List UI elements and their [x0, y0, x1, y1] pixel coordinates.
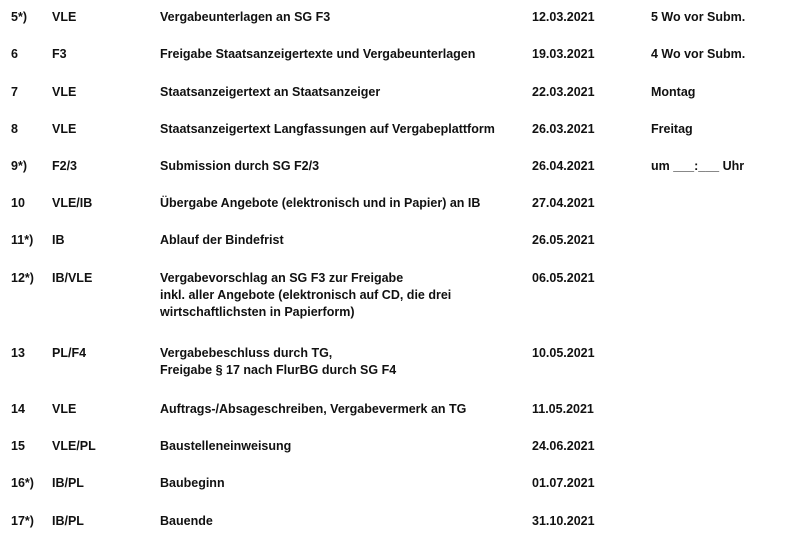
row-responsible: IB/PL [52, 476, 84, 490]
row-date: 11.05.2021 [532, 402, 594, 416]
row-task: Auftrags-/Absageschreiben, Vergabevermerk an TG [160, 402, 467, 416]
row-task: Ablauf der Bindefrist [160, 233, 284, 247]
row-number: 10 [11, 196, 25, 210]
row-date: 31.10.2021 [532, 514, 595, 528]
row-responsible: F2/3 [52, 159, 78, 173]
row-note: 4 Wo vor Subm. [651, 47, 746, 61]
row-date: 10.05.2021 [532, 346, 595, 360]
row-responsible: IB/VLE [52, 271, 93, 285]
row-number: 6 [11, 47, 18, 61]
row-number: 15 [11, 439, 25, 453]
row-task: Vergabeunterlagen an SG F3 [160, 10, 331, 24]
row-task-line: Freigabe § 17 nach FlurBG durch SG F4 [160, 363, 397, 377]
row-responsible: VLE [52, 122, 77, 136]
row-date: 12.03.2021 [532, 10, 595, 24]
row-task: Bauende [160, 514, 213, 528]
row-responsible: VLE/IB [52, 196, 93, 210]
row-note: um ___:___ Uhr [651, 159, 745, 173]
row-note: 5 Wo vor Subm. [651, 10, 746, 24]
row-responsible: PL/F4 [52, 346, 87, 360]
row-date: 26.04.2021 [532, 159, 595, 173]
row-task-line: wirtschaftlichsten in Papierform) [160, 305, 355, 319]
row-number: 17*) [11, 514, 34, 528]
row-task: Baubeginn [160, 476, 225, 490]
row-date: 19.03.2021 [532, 47, 595, 61]
row-number: 8 [11, 122, 18, 136]
row-task [160, 270, 451, 321]
row-task: Staatsanzeigertext Langfassungen auf Vergabeplattform [160, 122, 495, 136]
row-task-line: Vergabevorschlag an SG F3 zur Freigabe [160, 271, 404, 285]
row-date: 26.05.2021 [532, 233, 595, 247]
row-number: 7 [11, 85, 18, 99]
row-responsible: VLE [52, 10, 77, 24]
row-note: Montag [651, 85, 696, 99]
row-date: 24.06.2021 [532, 439, 595, 453]
row-date: 27.04.2021 [532, 196, 595, 210]
row-number: 9*) [11, 159, 27, 173]
row-date: 06.05.2021 [532, 271, 595, 285]
row-note: Freitag [651, 122, 693, 136]
row-responsible: VLE/PL [52, 439, 96, 453]
row-number: 14 [11, 402, 25, 416]
row-responsible: F3 [52, 47, 67, 61]
row-responsible: VLE [52, 402, 77, 416]
row-task: Submission durch SG F2/3 [160, 159, 320, 173]
row-date: 22.03.2021 [532, 85, 595, 99]
row-responsible: IB [52, 233, 65, 247]
row-date: 26.03.2021 [532, 122, 595, 136]
row-task [160, 345, 396, 379]
row-number: 11*) [11, 233, 34, 247]
row-responsible: VLE [52, 85, 77, 99]
row-task: Staatsanzeigertext an Staatsanzeiger [160, 85, 381, 99]
row-task: Baustelleneinweisung [160, 439, 292, 453]
row-task-line: inkl. aller Angebote (elektronisch auf CD, die drei [160, 288, 452, 302]
row-task: Freigabe Staatsanzeigertexte und Vergabeunterlagen [160, 47, 476, 61]
row-number: 5*) [11, 10, 27, 24]
row-task: Übergabe Angebote (elektronisch und in Papier) an IB [160, 196, 481, 210]
row-responsible: IB/PL [52, 514, 84, 528]
row-date: 01.07.2021 [532, 476, 595, 490]
row-number: 12*) [11, 271, 34, 285]
row-number: 13 [11, 346, 25, 360]
row-number: 16*) [11, 476, 34, 490]
row-task-line: Vergabebeschluss durch TG, [160, 346, 333, 360]
